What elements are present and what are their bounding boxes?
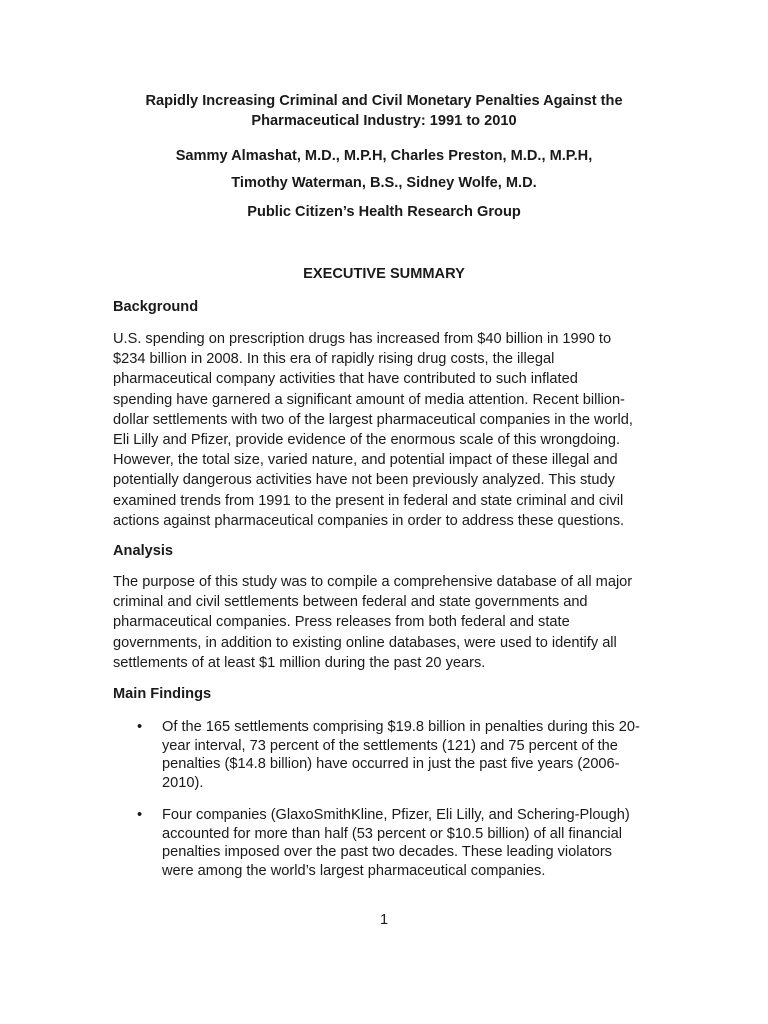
bullet-line: accounted for more than half (53 percent or $10.5 billion) of all financial bbox=[162, 825, 622, 842]
bullet-line: year interval, 73 percent of the settlements (121) and 75 percent of the bbox=[162, 737, 618, 754]
paragraph-line: governments, in addition to existing online databases, were used to identify all bbox=[113, 634, 617, 651]
bullet-line: Of the 165 settlements comprising $19.8 billion in penalties during this 20- bbox=[162, 719, 640, 735]
authors-line: Timothy Waterman, B.S., Sidney Wolfe, M.D. bbox=[231, 175, 537, 191]
paragraph-line: Eli Lilly and Pfizer, provide evidence of the enormous scale of this wrongdoing. bbox=[113, 432, 621, 449]
analysis-heading: Analysis bbox=[113, 543, 174, 559]
bullet-line: 2010). bbox=[162, 774, 204, 791]
paragraph-line: pharmaceutical companies. Press releases from both federal and state bbox=[113, 614, 570, 631]
bullet-text bbox=[162, 806, 630, 880]
paragraph-line: dollar settlements with two of the largest pharmaceutical companies in the world, bbox=[113, 411, 633, 428]
authors-line: Sammy Almashat, M.D., M.P.H, Charles Preston, M.D., M.P.H, bbox=[175, 148, 593, 164]
paragraph-line: $234 billion in 2008. In this era of rapidly rising drug costs, the illegal bbox=[113, 351, 555, 368]
bullet-icon: • bbox=[137, 807, 143, 823]
background-paragraph bbox=[113, 329, 673, 531]
paragraph-line: U.S. spending on prescription drugs has increased from $40 billion in 1990 to bbox=[113, 331, 612, 347]
paragraph-line: spending have garnered a significant amount of media attention. Recent billion- bbox=[113, 391, 625, 408]
section-title: EXECUTIVE SUMMARY bbox=[303, 266, 465, 282]
document-title bbox=[0, 91, 768, 131]
paragraph-line: pharmaceutical company activities that have contributed to such inflated bbox=[113, 371, 578, 388]
main-findings-heading: Main Findings bbox=[113, 686, 212, 702]
title-line: Rapidly Increasing Criminal and Civil Monetary Penalties Against the bbox=[145, 93, 623, 109]
paragraph-line: potentially dangerous activities have not been previously analyzed. This study bbox=[113, 472, 615, 489]
title-line: Pharmaceutical Industry: 1991 to 2010 bbox=[251, 113, 517, 129]
bullet-line: penalties ($14.8 billion) have occurred in just the past five years (2006- bbox=[162, 756, 620, 772]
bullet-line: were among the world’s largest pharmaceutical companies. bbox=[162, 862, 546, 879]
analysis-paragraph bbox=[113, 572, 673, 673]
bullet-line: penalties imposed over the past two decades. These leading violators bbox=[162, 844, 612, 860]
organization: Public Citizen’s Health Research Group bbox=[247, 204, 521, 220]
bullet-line: Four companies (GlaxoSmithKline, Pfizer, Eli Lilly, and Schering-Plough) bbox=[162, 807, 630, 823]
background-heading: Background bbox=[113, 299, 199, 315]
paragraph-line: examined trends from 1991 to the present in federal and state criminal and civil bbox=[113, 492, 624, 509]
bullet-icon: • bbox=[137, 719, 143, 735]
page-number: 1 bbox=[379, 912, 389, 928]
paragraph-line: criminal and civil settlements between federal and state governments and bbox=[113, 594, 588, 611]
paragraph-line: However, the total size, varied nature, and potential impact of these illegal and bbox=[113, 452, 618, 469]
bullet-text bbox=[162, 718, 640, 792]
paragraph-line: The purpose of this study was to compile a comprehensive database of all major bbox=[113, 574, 633, 590]
paragraph-line: settlements of at least $1 million during the past 20 years. bbox=[113, 654, 486, 671]
paragraph-line: actions against pharmaceutical companies in order to address these questions. bbox=[113, 512, 625, 529]
